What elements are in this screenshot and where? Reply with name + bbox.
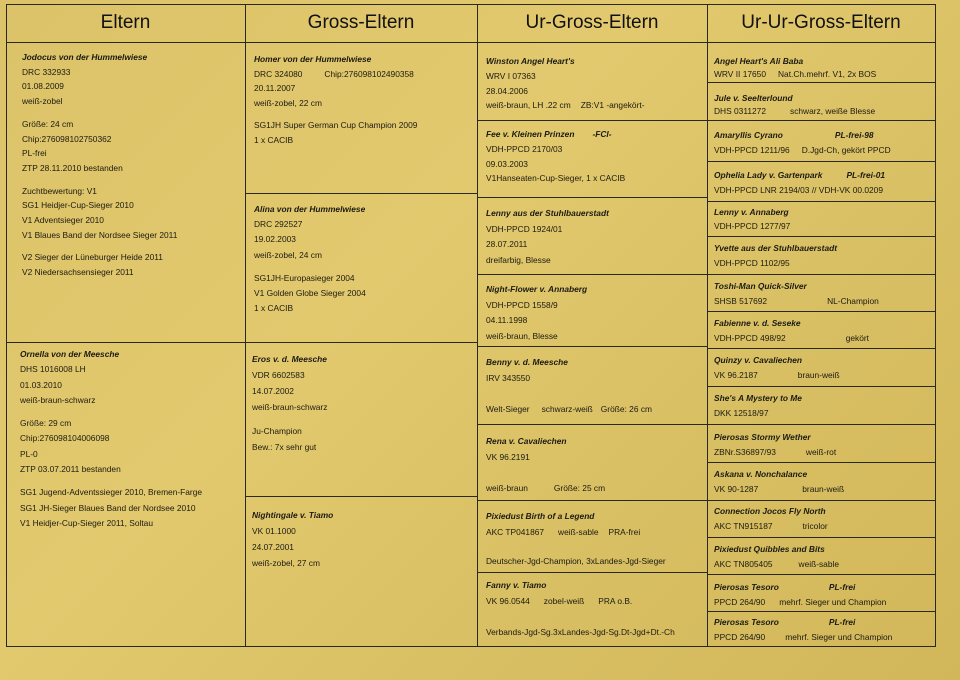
divider bbox=[707, 201, 935, 202]
gross-cell bbox=[252, 351, 472, 493]
eltern-sire-reg: DRC 332933 bbox=[22, 66, 71, 77]
divider bbox=[707, 4, 708, 646]
header-ur-gross-eltern: Ur-Gross-Eltern bbox=[525, 12, 659, 33]
gross-title: SG1JH Super German Cup Champion 2009 bbox=[254, 120, 418, 130]
eltern-dam-ztp: ZTP 03.07.2011 bestanden bbox=[20, 464, 121, 475]
eltern-dam-title: SG1 Jugend-Adventssieger 2010, Bremen-Farge bbox=[20, 487, 203, 498]
urgross-name: Fee v. Kleinen Prinzen bbox=[486, 129, 575, 139]
urgross-line3: weiß-braun, Blesse bbox=[486, 330, 558, 341]
urur-name: Lenny v. Annaberg bbox=[714, 207, 789, 217]
divider bbox=[245, 193, 477, 194]
urgross-line1: VDH-PPCD 1558/9 bbox=[486, 299, 558, 310]
urgross-cell bbox=[486, 127, 704, 195]
eltern-sire-size: Größe: 24 cm bbox=[22, 118, 74, 129]
divider bbox=[477, 197, 707, 198]
urgross-line2: 09.03.2003 bbox=[486, 158, 528, 169]
urur-cell bbox=[714, 353, 934, 383]
urgross-name: Lenny aus der Stuhlbauerstadt bbox=[486, 208, 609, 218]
urgross-cell bbox=[486, 434, 704, 498]
urur-cell bbox=[714, 316, 934, 346]
urur-name: Angel Heart's Ali Baba bbox=[714, 56, 804, 66]
divider bbox=[477, 424, 707, 425]
urur-line: VDH-PPCD 1277/97 bbox=[714, 220, 791, 231]
urgross-line3b: schwarz-weiß bbox=[541, 404, 593, 414]
gross-title: Bew.: 7x sehr gut bbox=[252, 442, 317, 452]
divider bbox=[6, 4, 7, 646]
divider bbox=[707, 424, 935, 425]
eltern-sire-eval: Zuchtbewertung: V1 bbox=[22, 185, 97, 196]
urur-extra: weiß-rot bbox=[805, 447, 837, 457]
gross-name: Alina von der Hummelwiese bbox=[254, 204, 366, 214]
urur-line: VK 96.2187 bbox=[714, 370, 758, 380]
urgross-cell bbox=[486, 54, 704, 118]
urgross-line1: VDH-PPCD 2170/03 bbox=[486, 143, 563, 154]
gross-chip: Chip:276098102490358 bbox=[324, 68, 414, 79]
gross-reg: DRC 292527 bbox=[254, 219, 303, 230]
urgross-cell bbox=[486, 578, 704, 644]
urgross-line1b: zobel-weiß bbox=[543, 595, 585, 606]
eltern-sire-title: SG1 Heidjer-Cup-Sieger 2010 bbox=[22, 200, 134, 211]
eltern-dam-cell bbox=[20, 347, 242, 643]
gross-color: weiß-braun-schwarz bbox=[252, 402, 328, 412]
eltern-dam-pl: PL-0 bbox=[20, 448, 38, 459]
divider bbox=[707, 537, 935, 538]
urur-cell bbox=[714, 279, 934, 309]
urur-line: ZBNr.S36897/93 bbox=[714, 447, 776, 457]
urgross-line1: VDH-PPCD 1924/01 bbox=[486, 223, 563, 234]
urgross-line3: Deutscher-Jgd-Champion, 3xLandes-Jgd-Sieger bbox=[486, 556, 666, 566]
urgross-line1: VK 96.2191 bbox=[486, 451, 530, 462]
divider bbox=[707, 348, 935, 349]
urur-cell bbox=[714, 430, 934, 460]
gross-title: 1 x CACIB bbox=[254, 303, 294, 314]
gross-cell bbox=[254, 52, 474, 192]
gross-color: weiß-zobel, 27 cm bbox=[252, 558, 320, 568]
eltern-sire-ztp: ZTP 28.11.2010 bestanden bbox=[22, 162, 123, 173]
gross-title: V1 Golden Globe Sieger 2004 bbox=[254, 288, 366, 299]
eltern-sire-name: Jodocus von der Hummelwiese bbox=[22, 52, 148, 62]
urur-extra: weiß-sable bbox=[798, 559, 840, 569]
urgross-name: Benny v. d. Meesche bbox=[486, 357, 568, 367]
gross-title: Ju-Champion bbox=[252, 426, 302, 436]
urur-extra: NL-Champion bbox=[827, 296, 879, 306]
urur-cell bbox=[714, 615, 934, 645]
gross-title: 1 x CACIB bbox=[254, 134, 294, 145]
urur-tag: PL-frei bbox=[828, 582, 856, 592]
gross-born: 24.07.2001 bbox=[252, 542, 294, 552]
urgross-line3c: Größe: 26 cm bbox=[600, 404, 652, 414]
urur-line: VDH-PPCD LNR 2194/03 // VDH-VK 00.0209 bbox=[714, 185, 883, 195]
gross-born: 19.02.2003 bbox=[254, 234, 296, 245]
urgross-line1c: PRA-frei bbox=[608, 526, 641, 537]
urur-tag: PL-frei-98 bbox=[834, 130, 874, 140]
urgross-line3: V1Hanseaten-Cup-Sieger, 1 x CACIB bbox=[486, 173, 626, 184]
eltern-dam-title: V1 Heidjer-Cup-Sieger 2011, Soltau bbox=[20, 517, 153, 528]
urur-name: Quinzy v. Cavaliechen bbox=[714, 355, 802, 365]
divider bbox=[245, 342, 477, 343]
eltern-sire-color: weiß-zobel bbox=[22, 96, 63, 107]
urgross-tag: -FCI- bbox=[592, 129, 612, 139]
urur-line: VDH-PPCD 1102/95 bbox=[714, 258, 790, 268]
urgross-line2: 04.11.1998 bbox=[486, 315, 528, 325]
urur-extra: Nat.Ch.mehrf. V1, 2x BOS bbox=[777, 69, 877, 79]
eltern-dam-color: weiß-braun-schwarz bbox=[20, 394, 96, 405]
urur-extra: braun-weiß bbox=[802, 484, 845, 494]
urur-extra: mehrf. Sieger und Champion bbox=[779, 597, 887, 607]
gross-name: Homer von der Hummelwiese bbox=[254, 54, 372, 64]
gross-cell bbox=[252, 507, 472, 643]
divider bbox=[245, 4, 246, 646]
urgross-name: Rena v. Cavaliechen bbox=[486, 436, 567, 446]
urur-cell bbox=[714, 206, 934, 234]
urgross-line1: VK 96.0544 bbox=[486, 595, 530, 606]
urur-name: Toshi-Man Quick-Silver bbox=[714, 281, 807, 291]
urur-name: Amaryllis Cyrano bbox=[714, 130, 783, 140]
urur-cell bbox=[714, 92, 934, 118]
urur-line: DHS 0311272 bbox=[714, 106, 766, 116]
urgross-name: Night-Flower v. Annaberg bbox=[486, 284, 588, 294]
urur-extra: gekört bbox=[845, 333, 869, 343]
urur-cell bbox=[714, 168, 934, 198]
urur-name: Pierosas Stormy Wether bbox=[714, 432, 811, 442]
divider bbox=[477, 346, 707, 347]
urgross-line3: Welt-Sieger bbox=[486, 404, 530, 414]
divider bbox=[707, 311, 935, 312]
urur-line: VDH-PPCD 1211/96 bbox=[714, 145, 790, 155]
gross-title: SG1JH-Europasieger 2004 bbox=[254, 272, 355, 283]
urur-name: Pierosas Tesoro bbox=[714, 617, 779, 627]
eltern-dam-name: Ornella von der Meesche bbox=[20, 349, 120, 359]
divider bbox=[707, 236, 935, 237]
urgross-name: Pixiedust Birth of a Legend bbox=[486, 511, 595, 521]
urgross-name: Fanny v. Tiamo bbox=[486, 580, 547, 590]
eltern-sire-title: V1 Adventsieger 2010 bbox=[22, 215, 104, 226]
divider bbox=[707, 462, 935, 463]
urgross-line2: 28.07.2011 bbox=[486, 239, 528, 249]
urgross-line1: IRV 343550 bbox=[486, 372, 531, 383]
urur-name: Connection Jocos Fly North bbox=[714, 506, 826, 516]
urgross-line3: weiß-braun, LH .22 cm bbox=[486, 100, 571, 111]
header-eltern: Eltern bbox=[100, 12, 151, 33]
urgross-line1: AKC TP041867 bbox=[486, 526, 545, 537]
eltern-dam-title: SG1 JH-Sieger Blaues Band der Nordsee 2010 bbox=[20, 502, 196, 513]
divider bbox=[6, 342, 245, 343]
gross-color: weiß-zobel, 22 cm bbox=[254, 97, 322, 108]
urgross-line3: weiß-braun bbox=[486, 483, 528, 493]
urur-extra: braun-weiß bbox=[797, 370, 840, 380]
urur-name: Ophelia Lady v. Gartenpark bbox=[714, 170, 823, 180]
eltern-dam-size: Größe: 29 cm bbox=[20, 418, 72, 429]
urur-tag: PL-frei-01 bbox=[846, 170, 886, 180]
divider bbox=[477, 120, 707, 121]
urur-cell bbox=[714, 542, 934, 572]
urgross-cell bbox=[486, 509, 704, 571]
eltern-dam-born: 01.03.2010 bbox=[20, 379, 62, 390]
gross-born: 20.11.2007 bbox=[254, 83, 296, 93]
urur-tag: PL-frei bbox=[828, 617, 856, 627]
urur-cell bbox=[714, 55, 934, 81]
divider bbox=[477, 572, 707, 573]
urur-line: AKC TN915187 bbox=[714, 521, 773, 531]
urur-line: PPCD 264/90 bbox=[714, 632, 766, 642]
urgross-cell bbox=[486, 282, 704, 344]
gross-reg: VK 01.1000 bbox=[252, 526, 296, 536]
eltern-dam-reg: DHS 1016008 LH bbox=[20, 364, 86, 375]
eltern-sire-title: V2 Sieger der Lüneburger Heide 2011 bbox=[22, 252, 163, 263]
divider bbox=[707, 274, 935, 275]
urur-cell bbox=[714, 391, 934, 421]
urur-cell bbox=[714, 128, 934, 158]
urur-line: VK 90-1287 bbox=[714, 484, 759, 494]
divider bbox=[707, 611, 935, 612]
eltern-sire-cell bbox=[22, 50, 242, 340]
urur-line: PPCD 264/90 bbox=[714, 597, 766, 607]
divider bbox=[6, 42, 936, 43]
divider bbox=[707, 82, 935, 83]
urur-name: Pierosas Tesoro bbox=[714, 582, 779, 592]
divider bbox=[245, 496, 477, 497]
gross-name: Nightingale v. Tiamo bbox=[252, 510, 334, 520]
urgross-cell bbox=[486, 355, 704, 421]
urur-extra: tricolor bbox=[802, 521, 828, 531]
urur-cell bbox=[714, 580, 934, 610]
urur-extra: schwarz, weiße Blesse bbox=[790, 106, 876, 116]
gross-color: weiß-zobel, 24 cm bbox=[254, 249, 322, 260]
urur-cell bbox=[714, 241, 934, 271]
urur-name: She's A Mystery to Me bbox=[714, 393, 802, 403]
urur-line: WRV II 17650 bbox=[714, 69, 766, 79]
urgross-line1c: PRA o.B. bbox=[598, 595, 633, 606]
gross-reg: DRC 324080 bbox=[254, 68, 303, 79]
divider bbox=[707, 120, 935, 121]
divider bbox=[707, 574, 935, 575]
divider bbox=[707, 386, 935, 387]
urur-name: Yvette aus der Stuhlbauerstadt bbox=[714, 243, 838, 253]
urgross-line3: dreifarbig, Blesse bbox=[486, 254, 551, 265]
divider bbox=[477, 500, 707, 501]
urur-cell bbox=[714, 467, 934, 497]
eltern-sire-pl: PL-frei bbox=[22, 148, 47, 159]
divider bbox=[477, 274, 707, 275]
gross-cell bbox=[254, 202, 474, 340]
gross-born: 14.07.2002 bbox=[252, 386, 294, 396]
urur-name: Pixiedust Quibbles and Bits bbox=[714, 544, 825, 554]
eltern-sire-chip: Chip:276098102750362 bbox=[22, 133, 112, 144]
divider bbox=[707, 500, 935, 501]
urur-name: Jule v. Seelterlound bbox=[714, 93, 793, 103]
eltern-sire-born: 01.08.2009 bbox=[22, 81, 64, 92]
urgross-name: Winston Angel Heart's bbox=[486, 56, 575, 66]
urgross-line1: WRV I 07363 bbox=[486, 70, 536, 81]
divider bbox=[707, 161, 935, 162]
eltern-sire-title: V1 Blaues Band der Nordsee Sieger 2011 bbox=[22, 229, 178, 240]
urur-line: AKC TN805405 bbox=[714, 559, 773, 569]
header-ur-ur-gross-eltern: Ur-Ur-Gross-Eltern bbox=[741, 12, 901, 33]
eltern-sire-title: V2 Niedersachsensieger 2011 bbox=[22, 267, 134, 278]
divider bbox=[6, 646, 936, 647]
urgross-line3: Verbands-Jgd-Sg.3xLandes-Jgd-Sg.Dt-Jgd+Dt.-Ch bbox=[486, 627, 675, 637]
urur-extra: mehrf. Sieger und Champion bbox=[785, 632, 893, 642]
urur-cell bbox=[714, 504, 934, 534]
divider bbox=[935, 4, 936, 646]
gross-reg: VDR 6602583 bbox=[252, 370, 305, 380]
urgross-line1b: weiß-sable bbox=[558, 526, 599, 537]
urgross-line3b: ZB:V1 -angekört- bbox=[580, 100, 645, 111]
urur-name: Askana v. Nonchalance bbox=[714, 469, 808, 479]
gross-name: Eros v. d. Meesche bbox=[252, 354, 327, 364]
urgross-line3b: Größe: 25 cm bbox=[553, 483, 606, 493]
urur-line: DKK 12518/97 bbox=[714, 408, 769, 418]
urgross-line2: 28.04.2006 bbox=[486, 85, 528, 96]
eltern-dam-chip: Chip:276098104006098 bbox=[20, 433, 110, 444]
divider bbox=[477, 4, 478, 646]
header-gross-eltern: Gross-Eltern bbox=[307, 12, 415, 33]
urur-name: Fabienne v. d. Seseke bbox=[714, 318, 801, 328]
urgross-cell bbox=[486, 206, 704, 272]
urur-extra: D.Jgd-Ch, gekört PPCD bbox=[801, 145, 891, 155]
urur-line: VDH-PPCD 498/92 bbox=[714, 333, 786, 343]
urur-line: SHSB 517692 bbox=[714, 296, 768, 306]
